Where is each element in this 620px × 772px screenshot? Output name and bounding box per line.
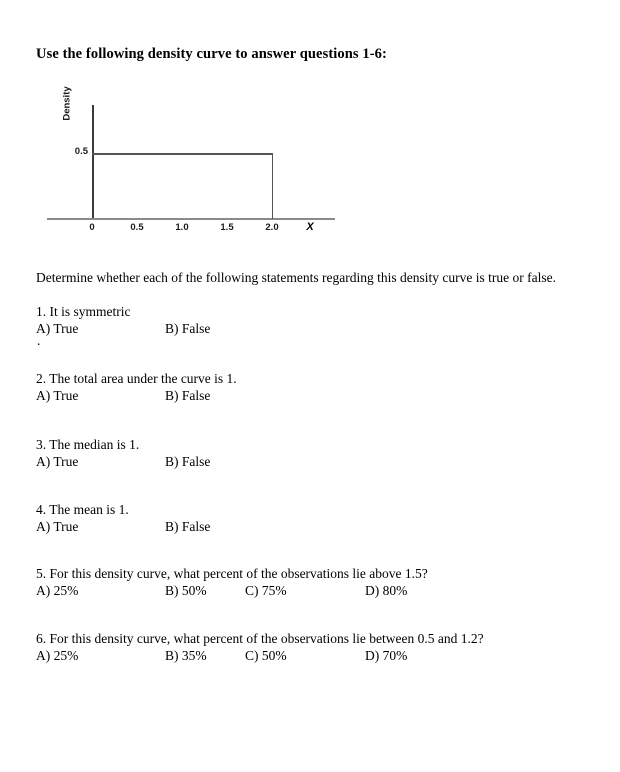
x-axis-tick-label-1: 0.5: [130, 222, 144, 233]
question-5-option-b[interactable]: B) 50%: [165, 583, 207, 598]
question-6: [36, 630, 484, 664]
x-axis-tick-label-3: 1.5: [220, 222, 234, 233]
question-2-option-a[interactable]: A) True: [36, 388, 79, 403]
question-2-option-b[interactable]: B) False: [165, 388, 211, 403]
density-curve-top-segment: [92, 153, 273, 155]
y-axis-tick-label-0: 0.5: [74, 146, 88, 157]
question-1-option-a[interactable]: A) True: [36, 321, 79, 336]
question-3: [36, 436, 211, 470]
x-axis-tick-label-0: 0: [89, 222, 95, 233]
question-5-option-a[interactable]: A) 25%: [36, 583, 79, 598]
question-4-option-b[interactable]: B) False: [165, 519, 211, 534]
density-curve-chart: [0, 86, 360, 240]
question-6-option-d[interactable]: D) 70%: [365, 648, 408, 663]
question-2-stem: 2. The total area under the curve is 1.: [36, 371, 237, 386]
question-5-option-d[interactable]: D) 80%: [365, 583, 408, 598]
question-3-options: [36, 453, 211, 470]
stray-period-mark: .: [37, 333, 41, 348]
question-6-options: [36, 647, 484, 664]
question-6-stem: 6. For this density curve, what percent of the observations lie between 0.5 and 1.2?: [36, 631, 484, 646]
question-3-stem: 3. The median is 1.: [36, 437, 140, 452]
question-4: [36, 501, 211, 535]
question-1-option-b[interactable]: B) False: [165, 321, 211, 336]
question-3-option-a[interactable]: A) True: [36, 454, 79, 469]
question-5-options: [36, 582, 428, 599]
question-4-option-a[interactable]: A) True: [36, 519, 79, 534]
question-5: [36, 565, 428, 599]
question-3-option-b[interactable]: B) False: [165, 454, 211, 469]
x-axis-line: [47, 218, 335, 220]
density-curve-right-segment: [272, 153, 274, 219]
question-6-option-b[interactable]: B) 35%: [165, 648, 207, 663]
question-1: [36, 303, 211, 337]
question-6-option-a[interactable]: A) 25%: [36, 648, 79, 663]
instruction-text: Determine whether each of the following statements regarding this density curve is true or false.: [36, 270, 556, 285]
question-4-options: [36, 518, 211, 535]
chart-plot-area: [0, 86, 360, 240]
page-title: Use the following density curve to answer questions 1-6:: [36, 46, 387, 62]
x-axis-tick-label-2: 1.0: [175, 222, 189, 233]
question-1-stem: 1. It is symmetric: [36, 304, 131, 319]
question-1-options: [36, 320, 211, 337]
question-5-option-c[interactable]: C) 75%: [245, 583, 287, 598]
question-4-stem: 4. The mean is 1.: [36, 502, 129, 517]
question-5-stem: 5. For this density curve, what percent of the observations lie above 1.5?: [36, 566, 428, 581]
x-axis-tick-label-4: 2.0: [265, 222, 279, 233]
question-2-options: [36, 387, 237, 404]
question-6-option-c[interactable]: C) 50%: [245, 648, 287, 663]
y-axis-line: [92, 105, 94, 219]
question-2: [36, 370, 237, 404]
x-axis-title: X: [306, 221, 314, 233]
y-axis-title: Density: [61, 86, 73, 121]
